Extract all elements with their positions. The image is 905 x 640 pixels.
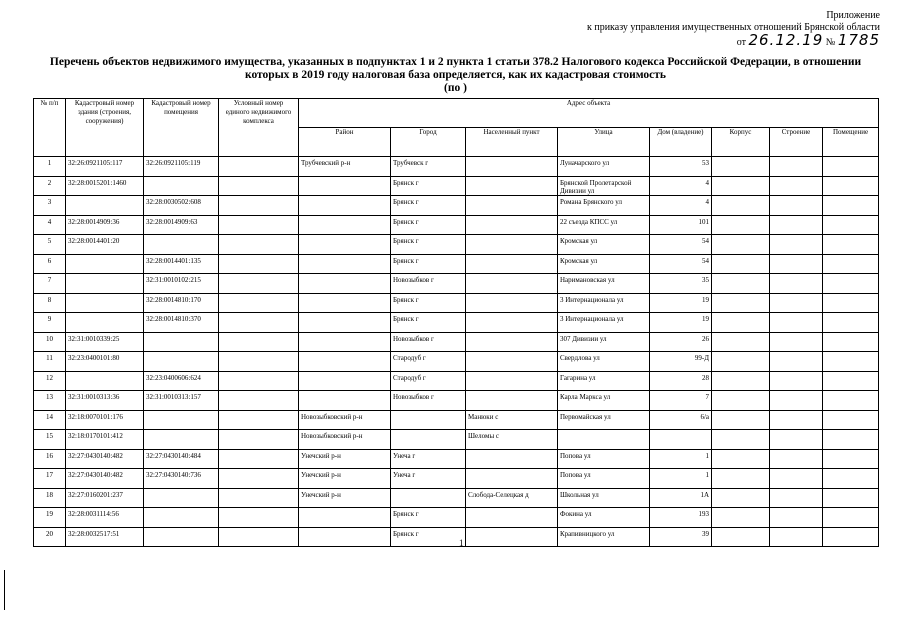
cell-street: Школьная ул [558, 488, 650, 508]
cell-settlement [466, 215, 558, 235]
cell-room-cadastral [144, 332, 219, 352]
cell-building [770, 235, 823, 255]
cell-korpus [712, 488, 770, 508]
cell-street: Брянской Пролетарской Дивизии ул [558, 176, 650, 196]
cell-building [770, 176, 823, 196]
cell-room-cadastral: 32:26:0921105:119 [144, 157, 219, 177]
cell-house: 53 [650, 157, 712, 177]
cell-street [558, 430, 650, 450]
cell-room-cadastral: 32:27:0430140:736 [144, 469, 219, 489]
cell-num: 19 [34, 508, 66, 528]
order-date: 26.12.19 [748, 31, 824, 49]
cell-city: Новозыбков г [391, 391, 466, 411]
cell-settlement [466, 469, 558, 489]
cell-city: Новозыбков г [391, 274, 466, 294]
cell-building [770, 371, 823, 391]
cell-korpus [712, 508, 770, 528]
cell-district [299, 352, 391, 372]
cell-complex-number [219, 410, 299, 430]
cell-house: 6/а [650, 410, 712, 430]
cell-complex-number [219, 157, 299, 177]
number-label: № [825, 37, 836, 48]
header-city: Город [391, 128, 466, 157]
cell-district [299, 254, 391, 274]
cell-korpus [712, 157, 770, 177]
cell-room [823, 313, 879, 333]
header-num: № п/п [34, 99, 66, 157]
cell-room [823, 391, 879, 411]
cell-settlement [466, 332, 558, 352]
cell-room [823, 488, 879, 508]
table-body [34, 157, 879, 547]
cell-street: Луначарского ул [558, 157, 650, 177]
cell-building-cadastral [66, 196, 144, 216]
appendix-label: Приложение [826, 10, 880, 21]
cell-city: Трубчевск г [391, 157, 466, 177]
cell-building [770, 527, 823, 547]
cell-num: 15 [34, 430, 66, 450]
cell-korpus [712, 469, 770, 489]
cell-room [823, 430, 879, 450]
from-label: от [736, 37, 746, 48]
header-room: Помещение [823, 128, 879, 157]
cell-room [823, 449, 879, 469]
cell-street: Крапивницкого ул [558, 527, 650, 547]
cell-city: Брянск г [391, 508, 466, 528]
cell-num: 7 [34, 274, 66, 294]
cell-num: 2 [34, 176, 66, 196]
cell-num: 8 [34, 293, 66, 313]
cell-korpus [712, 313, 770, 333]
cell-building-cadastral [66, 293, 144, 313]
cell-settlement [466, 196, 558, 216]
cell-building [770, 352, 823, 372]
header-korpus: Корпус [712, 128, 770, 157]
cell-num: 5 [34, 235, 66, 255]
header-settlement: Населенный пункт [466, 128, 558, 157]
cell-settlement: Шеломы с [466, 430, 558, 450]
cell-settlement [466, 527, 558, 547]
cell-street: Карла Маркса ул [558, 391, 650, 411]
cell-num: 13 [34, 391, 66, 411]
cell-district [299, 391, 391, 411]
cell-building-cadastral [66, 371, 144, 391]
cell-korpus [712, 332, 770, 352]
table-row [34, 352, 879, 372]
cell-complex-number [219, 352, 299, 372]
title-line-3: (по ) [444, 82, 467, 94]
cell-building-cadastral: 32:28:0015201:1460 [66, 176, 144, 196]
cell-num: 17 [34, 469, 66, 489]
cell-house: 4 [650, 176, 712, 196]
cell-district: Трубчевский р-н [299, 157, 391, 177]
cell-room-cadastral [144, 176, 219, 196]
cell-building-cadastral: 32:26:0921105:117 [66, 157, 144, 177]
cell-street: Попова ул [558, 449, 650, 469]
cell-city: Брянск г [391, 313, 466, 333]
cell-house: 39 [650, 527, 712, 547]
table-row [34, 527, 879, 547]
cell-building-cadastral: 32:27:0160201:237 [66, 488, 144, 508]
table-row [34, 469, 879, 489]
cell-room-cadastral [144, 488, 219, 508]
cell-street: Гагарина ул [558, 371, 650, 391]
header-building-cadastral: Кадастровый номер здания (строения, сооружения) [66, 99, 144, 157]
cell-building [770, 410, 823, 430]
cell-korpus [712, 371, 770, 391]
table-row [34, 508, 879, 528]
cell-district [299, 196, 391, 216]
cell-building [770, 196, 823, 216]
table-row [34, 449, 879, 469]
header-house: Дом (владение) [650, 128, 712, 157]
table-row [34, 371, 879, 391]
cell-room-cadastral [144, 235, 219, 255]
cell-room-cadastral [144, 410, 219, 430]
cell-street: Фокина ул [558, 508, 650, 528]
cell-house: 28 [650, 371, 712, 391]
table-row [34, 391, 879, 411]
cell-room [823, 469, 879, 489]
cell-korpus [712, 410, 770, 430]
cell-korpus [712, 391, 770, 411]
cell-house: 193 [650, 508, 712, 528]
cell-building-cadastral: 32:28:0014909:36 [66, 215, 144, 235]
cell-korpus [712, 527, 770, 547]
cell-city [391, 488, 466, 508]
cell-num: 3 [34, 196, 66, 216]
cell-num: 14 [34, 410, 66, 430]
cell-settlement [466, 391, 558, 411]
cell-district [299, 274, 391, 294]
cell-house: 35 [650, 274, 712, 294]
cell-room-cadastral: 32:28:0014810:370 [144, 313, 219, 333]
property-table [33, 98, 879, 547]
cell-district [299, 508, 391, 528]
cell-building-cadastral: 32:23:0400101:80 [66, 352, 144, 372]
cell-city: Стародуб г [391, 352, 466, 372]
cell-settlement [466, 254, 558, 274]
cell-house: 101 [650, 215, 712, 235]
cell-district: Унечский р-н [299, 449, 391, 469]
cell-room [823, 157, 879, 177]
table-row [34, 274, 879, 294]
cell-room [823, 508, 879, 528]
cell-city: Брянск г [391, 176, 466, 196]
cell-building-cadastral: 32:18:0170101:412 [66, 430, 144, 450]
cell-street: 22 съезда КПСС ул [558, 215, 650, 235]
cell-house: 19 [650, 293, 712, 313]
cell-house: 1 [650, 449, 712, 469]
table-row [34, 332, 879, 352]
cell-street: 307 Дивизии ул [558, 332, 650, 352]
cell-room [823, 215, 879, 235]
cell-building-cadastral [66, 274, 144, 294]
title-line-2: которых в 2019 году налоговая база определяется, как их кадастровая стоимость [244, 69, 667, 81]
cell-district [299, 313, 391, 333]
cell-building-cadastral: 32:28:0032517:51 [66, 527, 144, 547]
cell-settlement [466, 235, 558, 255]
cell-room-cadastral: 32:28:0014909:63 [144, 215, 219, 235]
cell-district [299, 332, 391, 352]
cell-settlement [466, 352, 558, 372]
cell-house [650, 430, 712, 450]
order-number: 1785 [837, 31, 880, 49]
cell-room-cadastral: 32:28:0030502:608 [144, 196, 219, 216]
cell-complex-number [219, 371, 299, 391]
cell-room [823, 332, 879, 352]
cell-city: Новозыбков г [391, 332, 466, 352]
cell-building-cadastral [66, 254, 144, 274]
cell-room [823, 371, 879, 391]
cell-room [823, 176, 879, 196]
table-row [34, 488, 879, 508]
cell-settlement: Слобода-Селецкая д [466, 488, 558, 508]
cell-complex-number [219, 449, 299, 469]
cell-district [299, 293, 391, 313]
cell-city: Брянск г [391, 527, 466, 547]
cell-building [770, 488, 823, 508]
scan-edge-line [4, 570, 5, 610]
cell-settlement [466, 274, 558, 294]
cell-building-cadastral: 32:31:0010313:36 [66, 391, 144, 411]
cell-district: Новозыбковский р-н [299, 410, 391, 430]
cell-house: 19 [650, 313, 712, 333]
appendix-order-ref: к приказу управления имущественных отношений Брянской области [586, 22, 880, 33]
cell-settlement [466, 371, 558, 391]
cell-num: 9 [34, 313, 66, 333]
table-row [34, 430, 879, 450]
cell-city: Стародуб г [391, 371, 466, 391]
header-address: Адрес объекта [299, 99, 879, 128]
title-line-1: Перечень объектов недвижимого имущества, указанных в подпунктах 1 и 2 пункта 1 статьи 378.2 Налогового кодекса Российской Федерации, в отношении [49, 56, 862, 68]
cell-building [770, 254, 823, 274]
cell-district [299, 215, 391, 235]
cell-korpus [712, 274, 770, 294]
cell-building-cadastral: 32:27:0430140:482 [66, 449, 144, 469]
cell-building [770, 215, 823, 235]
table-row [34, 215, 879, 235]
cell-city: Брянск г [391, 293, 466, 313]
cell-street: Романа Брянского ул [558, 196, 650, 216]
cell-room-cadastral [144, 430, 219, 450]
cell-num: 12 [34, 371, 66, 391]
cell-num: 16 [34, 449, 66, 469]
cell-settlement [466, 313, 558, 333]
cell-building-cadastral: 32:28:0014401:20 [66, 235, 144, 255]
cell-num: 4 [34, 215, 66, 235]
cell-building [770, 293, 823, 313]
cell-complex-number [219, 176, 299, 196]
cell-complex-number [219, 488, 299, 508]
cell-room [823, 235, 879, 255]
cell-district [299, 176, 391, 196]
cell-room [823, 293, 879, 313]
appendix-order-date-line [587, 31, 880, 49]
cell-complex-number [219, 254, 299, 274]
cell-city: Брянск г [391, 254, 466, 274]
cell-district: Унечский р-н [299, 469, 391, 489]
cell-room-cadastral [144, 352, 219, 372]
cell-korpus [712, 293, 770, 313]
cell-street: Попова ул [558, 469, 650, 489]
cell-korpus [712, 176, 770, 196]
header-street: Улица [558, 128, 650, 157]
cell-room [823, 352, 879, 372]
cell-street: Первомайская ул [558, 410, 650, 430]
table-row [34, 196, 879, 216]
header-room-cadastral: Кадастровый номер помещения [144, 99, 219, 157]
cell-building-cadastral: 32:28:0031114:56 [66, 508, 144, 528]
cell-house: 54 [650, 254, 712, 274]
cell-korpus [712, 254, 770, 274]
cell-city [391, 430, 466, 450]
header-complex-number: Условный номер единого недвижимого комплекса [219, 99, 299, 157]
cell-room [823, 274, 879, 294]
cell-street: 3 Интернационала ул [558, 313, 650, 333]
cell-building [770, 391, 823, 411]
cell-complex-number [219, 196, 299, 216]
cell-building-cadastral [66, 313, 144, 333]
cell-complex-number [219, 430, 299, 450]
cell-district: Новозыбковский р-н [299, 430, 391, 450]
cell-room-cadastral [144, 508, 219, 528]
cell-num: 10 [34, 332, 66, 352]
cell-complex-number [219, 527, 299, 547]
cell-district [299, 235, 391, 255]
cell-room-cadastral: 32:27:0430140:484 [144, 449, 219, 469]
cell-building-cadastral: 32:31:0010339:25 [66, 332, 144, 352]
cell-house: 1А [650, 488, 712, 508]
cell-street: Кромская ул [558, 254, 650, 274]
cell-street: Свердлова ул [558, 352, 650, 372]
cell-complex-number [219, 391, 299, 411]
cell-city: Брянск г [391, 215, 466, 235]
cell-building-cadastral: 32:18:0070101:176 [66, 410, 144, 430]
table-row [34, 410, 879, 430]
cell-house: 26 [650, 332, 712, 352]
cell-settlement [466, 508, 558, 528]
cell-house: 7 [650, 391, 712, 411]
table-row [34, 293, 879, 313]
cell-settlement: Манюки с [466, 410, 558, 430]
cell-room [823, 410, 879, 430]
document-title [28, 56, 883, 95]
cell-settlement [466, 176, 558, 196]
cell-korpus [712, 196, 770, 216]
cell-room-cadastral: 32:31:0010313:157 [144, 391, 219, 411]
cell-settlement [466, 293, 558, 313]
cell-korpus [712, 352, 770, 372]
cell-building [770, 449, 823, 469]
cell-complex-number [219, 508, 299, 528]
table-row [34, 157, 879, 177]
cell-room [823, 527, 879, 547]
table-row [34, 176, 879, 196]
cell-room-cadastral [144, 527, 219, 547]
cell-city: Унеча г [391, 449, 466, 469]
cell-building [770, 430, 823, 450]
cell-building [770, 313, 823, 333]
cell-city [391, 410, 466, 430]
cell-korpus [712, 235, 770, 255]
cell-complex-number [219, 215, 299, 235]
header-district: Район [299, 128, 391, 157]
cell-num: 1 [34, 157, 66, 177]
cell-korpus [712, 215, 770, 235]
cell-city: Унеча г [391, 469, 466, 489]
cell-room [823, 254, 879, 274]
cell-num: 6 [34, 254, 66, 274]
cell-building [770, 274, 823, 294]
table-row [34, 313, 879, 333]
cell-city: Брянск г [391, 235, 466, 255]
cell-complex-number [219, 313, 299, 333]
cell-district: Унечский р-н [299, 488, 391, 508]
cell-complex-number [219, 274, 299, 294]
cell-room [823, 196, 879, 216]
cell-korpus [712, 449, 770, 469]
cell-district [299, 527, 391, 547]
cell-house: 54 [650, 235, 712, 255]
header-building: Строение [770, 128, 823, 157]
cell-num: 20 [34, 527, 66, 547]
cell-room-cadastral: 32:28:0014810:170 [144, 293, 219, 313]
cell-city: Брянск г [391, 196, 466, 216]
cell-room-cadastral: 32:28:0014401:135 [144, 254, 219, 274]
cell-district [299, 371, 391, 391]
table-row [34, 235, 879, 255]
cell-complex-number [219, 332, 299, 352]
cell-building [770, 332, 823, 352]
cell-room-cadastral: 32:23:0400606:624 [144, 371, 219, 391]
cell-house: 1 [650, 469, 712, 489]
cell-building [770, 469, 823, 489]
cell-korpus [712, 430, 770, 450]
cell-house: 4 [650, 196, 712, 216]
cell-street: Кромская ул [558, 235, 650, 255]
cell-house: 99-Д [650, 352, 712, 372]
cell-num: 18 [34, 488, 66, 508]
cell-complex-number [219, 293, 299, 313]
cell-street: 3 Интернационала ул [558, 293, 650, 313]
cell-room-cadastral: 32:31:0010102:215 [144, 274, 219, 294]
cell-complex-number [219, 469, 299, 489]
cell-settlement [466, 157, 558, 177]
cell-complex-number [219, 235, 299, 255]
cell-building [770, 508, 823, 528]
cell-settlement [466, 449, 558, 469]
cell-building [770, 157, 823, 177]
cell-street: Наримановская ул [558, 274, 650, 294]
appendix-header [587, 10, 880, 49]
page-number: 1 [459, 538, 464, 548]
cell-building-cadastral: 32:27:0430140:482 [66, 469, 144, 489]
table-row [34, 254, 879, 274]
cell-num: 11 [34, 352, 66, 372]
